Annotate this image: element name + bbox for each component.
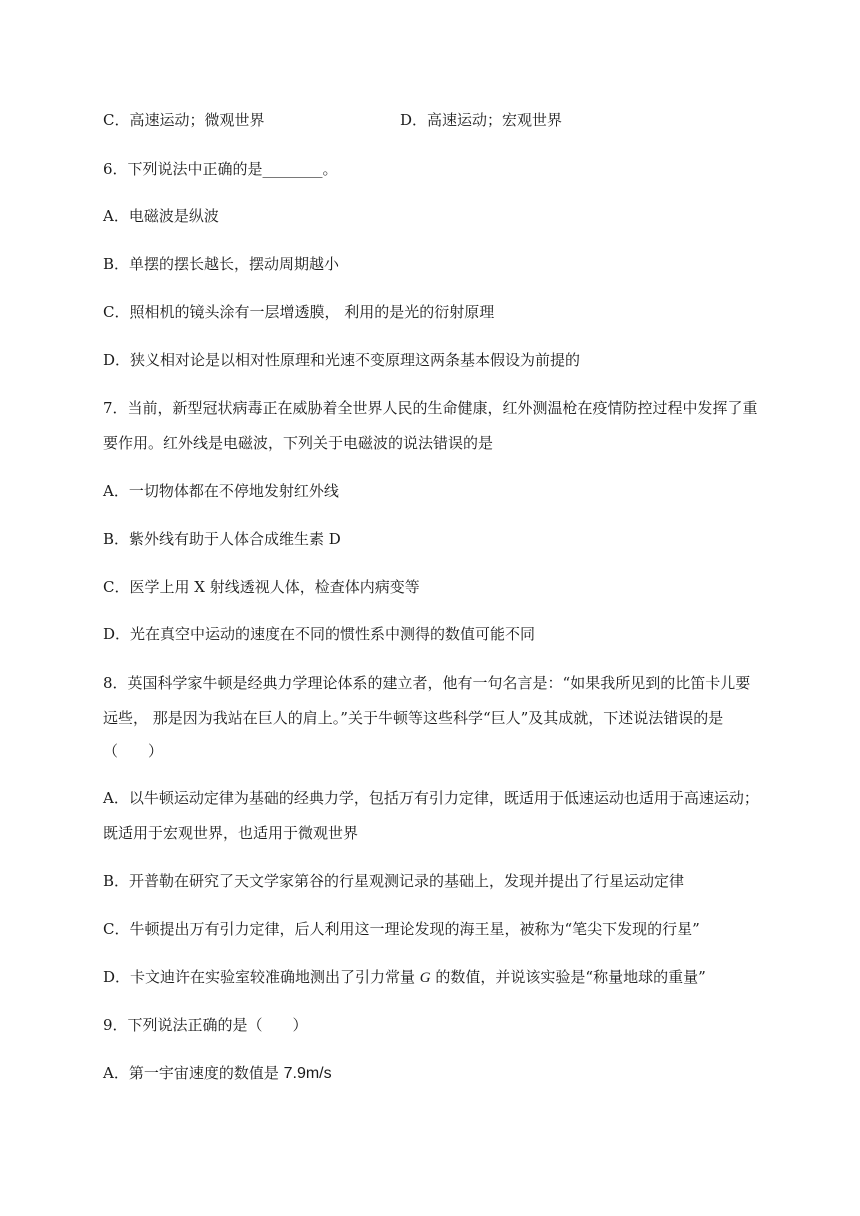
q8-stem-line2: 远些， 那是因为我站在巨人的肩上。”关于牛顿等这些科学“巨人”及其成就，下述说法错误的是 [103,709,724,727]
q9-option-a [103,1062,332,1085]
q9-stem: 9．下列说法正确的是（ ） [103,1016,308,1034]
first-cosmic-velocity-value: 7.9m/s [283,1065,332,1082]
q8-stem-line1: 8．英国科学家牛顿是经典力学理论体系的建立者，他有一句名言是：“如果我所见到的比笛卡儿要 [103,674,751,692]
q5-option-d: D．高速运动；宏观世界 [400,111,563,129]
q6-option-a: A．电磁波是纵波 [103,207,219,225]
q8-option-c: C．牛顿提出万有引力定律，后人利用这一理论发现的海王星，被称为“笔尖下发现的行星” [103,920,700,938]
q8-option-d [103,966,706,989]
q8-option-a-line2: 既适用于宏观世界，也适用于微观世界 [103,824,359,842]
q7-option-b: B．紫外线有助于人体合成维生素 D [103,530,341,548]
q6-option-d: D．狭义相对论是以相对性原理和光速不变原理这两条基本假设为前提的 [103,351,581,369]
q7-option-a: A．一切物体都在不停地发射红外线 [103,482,339,500]
q7-option-c: C．医学上用 X 射线透视人体，检查体内病变等 [103,578,420,596]
q8-option-d-text-pre: D．卡文迪许在实验室较准确地测出了引力常量 [103,968,420,986]
q8-option-a-line1: A．以牛顿运动定律为基础的经典力学，包括万有引力定律，既适用于低速运动也适用于高速运动； [103,789,759,807]
q7-stem-line2: 要作用。红外线是电磁波，下列关于电磁波的说法错误的是 [103,434,494,452]
q8-option-d-text-post: 的数值，并说该实验是“称量地球的重量” [430,968,706,986]
q9-option-a-text: A．第一宇宙速度的数值是 [103,1064,284,1082]
q7-option-d: D．光在真空中运动的速度在不同的惯性系中测得的数值可能不同 [103,625,536,643]
q6-option-b: B．单摆的摆长越长，摆动周期越小 [103,255,340,273]
q5-option-c: C．高速运动；微观世界 [103,111,265,129]
q6-option-c: C．照相机的镜头涂有一层增透膜， 利用的是光的衍射原理 [103,303,495,321]
gravitational-constant-symbol: G [419,970,431,986]
q8-option-b: B．开普勒在研究了天文学家第谷的行星观测记录的基础上，发现并提出了行星运动定律 [103,872,685,890]
q7-stem-line1: 7．当前，新型冠状病毒正在威胁着全世界人民的生命健康，红外测温枪在疫情防控过程中发挥了重 [103,399,758,417]
q6-stem: 6．下列说法中正确的是________。 [103,160,338,178]
q5-options-row [103,109,563,131]
q8-stem-line3: （ ） [103,742,164,760]
